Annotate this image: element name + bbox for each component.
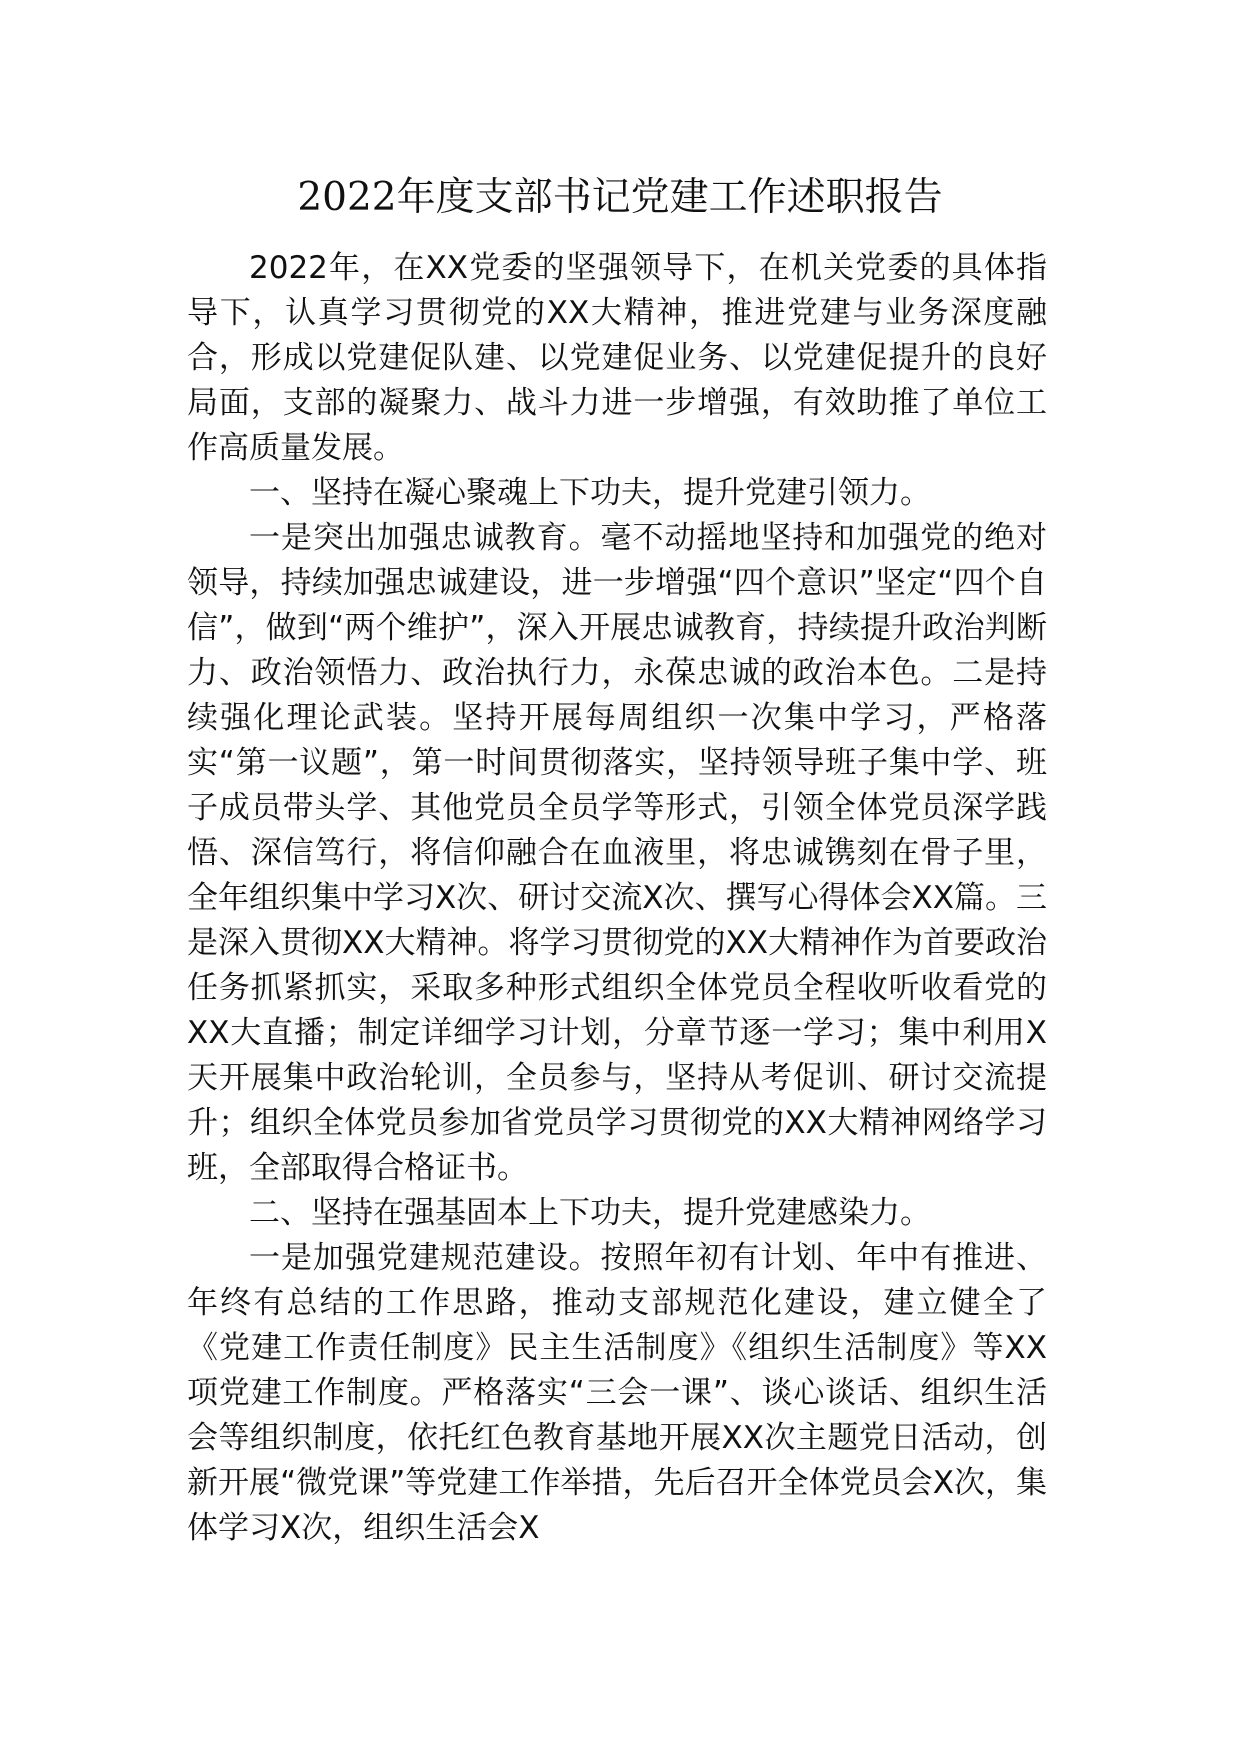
section-2-paragraph: 一是加强党建规范建设。按照年初有计划、年中有推进、年终有总结的工作思路，推动支部规范化建设，建立健全了《党建工作责任制度》民主生活制度》《组织生活制度》等XX项党建工作制度。严格落实“三会一课”、谈心谈话、组织生活会等组织制度，依托红色教育基地开展XX次主题党日活动，创新开展“微党课”等党建工作举措，先后召开全体党员会X次，集体学习X次，组织生活会X xyxy=(187,1240,1047,1546)
document-title: 2022年度支部书记党建工作述职报告 xyxy=(297,175,943,220)
section-heading-1: 一、坚持在凝心聚魂上下功夫，提升党建引领力。 xyxy=(249,475,931,511)
intro-paragraph: 2022年，在XX党委的坚强领导下，在机关党委的具体指导下，认真学习贯彻党的XX大精神，推进党建与业务深度融合，形成以党建促队建、以党建促业务、以党建促提升的良好局面，支部的凝聚力、战斗力进一步增强，有效助推了单位工作高质量发展。 xyxy=(187,250,1047,466)
section-heading-2: 二、坚持在强基固本上下功夫，提升党建感染力。 xyxy=(249,1195,931,1231)
document-body xyxy=(187,246,1047,1551)
section-1-paragraph: 一是突出加强忠诚教育。毫不动摇地坚持和加强党的绝对领导，持续加强忠诚建设，进一步增强“四个意识”坚定“四个自信”，做到“两个维护”，深入开展忠诚教育，持续提升政治判断力、政治领悟力、政治执行力，永葆忠诚的政治本色。二是持续强化理论武装。坚持开展每周组织一次集中学习，严格落实“第一议题”，第一时间贯彻落实，坚持领导班子集中学、班子成员带头学、其他党员全员学等形式，引领全体党员深学践悟、深信笃行，将信仰融合在血液里，将忠诚镌刻在骨子里，全年组织集中学习X次、研讨交流X次、撰写心得体会XX篇。三是深入贯彻XX大精神。将学习贯彻党的XX大精神作为首要政治任务抓紧抓实，采取多种形式组织全体党员全程收听收看党的XX大直播；制定详细学习计划，分章节逐一学习；集中利用X天开展集中政治轮训，全员参与，坚持从考促训、研讨交流提升；组织全体党员参加省党员学习贯彻党的XX大精神网络学习班，全部取得合格证书。 xyxy=(187,520,1047,1186)
